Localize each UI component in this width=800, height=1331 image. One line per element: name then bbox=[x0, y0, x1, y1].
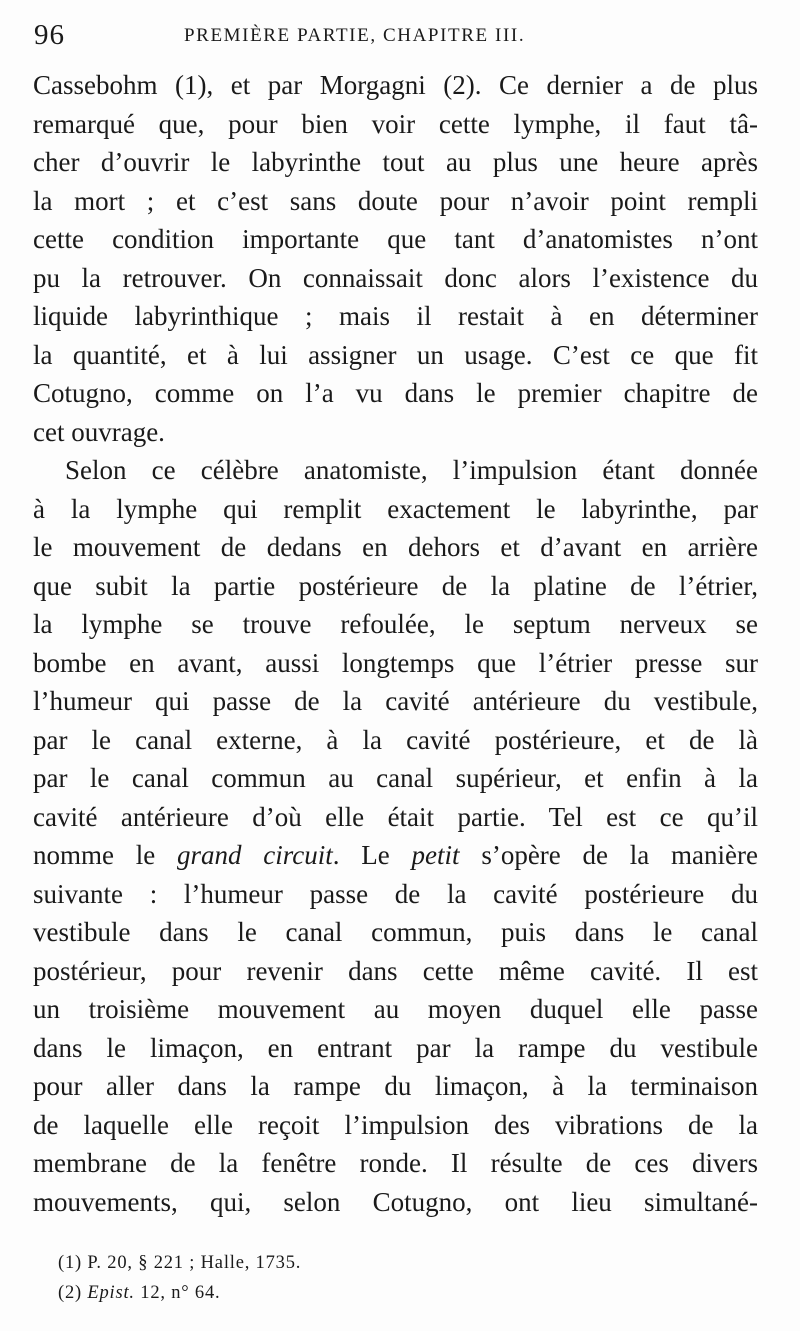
text-line: par le canal externe, à la cavité postérieure, et de là bbox=[33, 724, 758, 755]
body-text bbox=[33, 66, 758, 1221]
text-line: la lymphe se trouve refoulée, le septum nerveux se bbox=[33, 609, 758, 639]
text-line: la quantité, et à lui assigner un usage. C’est ce que fit bbox=[33, 339, 758, 370]
text-line: mouvements, qui, selon Cotugno, ont lieu simultané- bbox=[33, 1186, 758, 1217]
text-line: remarqué que, pour bien voir cette lymphe, il faut tâ- bbox=[33, 108, 758, 139]
italic-term: grand circuit bbox=[177, 840, 333, 870]
text-line: cher d’ouvrir le labyrinthe tout au plus une heure après bbox=[33, 147, 758, 177]
footnote-italic: Epist. bbox=[87, 1283, 135, 1303]
text-line: postérieur, pour revenir dans cette même cavité. Il est bbox=[33, 955, 758, 986]
footnotes bbox=[58, 1248, 658, 1308]
text-line: vestibule dans le canal commun, puis dans le canal bbox=[33, 917, 758, 947]
text-line: Cassebohm (1), et par Morgagni (2). Ce dernier a de plus bbox=[33, 70, 758, 100]
footnote-2 bbox=[58, 1278, 658, 1308]
text-line: cet ouvrage. bbox=[33, 416, 165, 447]
text-line: membrane de la fenêtre ronde. Il résulte de ces divers bbox=[33, 1148, 758, 1178]
text-line-with-italics bbox=[33, 836, 758, 875]
text-line: Selon ce célèbre anatomiste, l’impulsion étant donnée bbox=[65, 455, 758, 485]
text-line: dans le limaçon, en entrant par la rampe du vestibule bbox=[33, 1032, 758, 1063]
footnote-marker: (2) bbox=[58, 1283, 88, 1303]
running-head bbox=[34, 18, 766, 52]
text-line: liquide labyrinthique ; mais il restait à en déterminer bbox=[33, 301, 758, 331]
text-segment: . Le bbox=[332, 840, 412, 870]
footnote-1: (1) P. 20, § 221 ; Halle, 1735. bbox=[58, 1253, 302, 1273]
page-number: 96 bbox=[34, 19, 65, 51]
text-line: cette condition importante que tant d’anatomistes n’ont bbox=[33, 224, 758, 254]
footnote-text: 12, n° 64. bbox=[134, 1283, 221, 1303]
text-line: la mort ; et c’est sans doute pour n’avoir point rempli bbox=[33, 185, 758, 216]
text-segment: nomme le bbox=[33, 840, 178, 870]
text-line: le mouvement de dedans en dehors et d’avant en arrière bbox=[33, 532, 758, 562]
text-line: que subit la partie postérieure de la platine de l’étrier, bbox=[33, 570, 758, 601]
text-line: bombe en avant, aussi longtemps que l’étrier presse sur bbox=[33, 647, 758, 678]
text-line: Cotugno, comme on l’a vu dans le premier chapitre de bbox=[33, 378, 758, 408]
text-line: à la lymphe qui remplit exactement le labyrinthe, par bbox=[33, 493, 758, 524]
running-title: PREMIÈRE PARTIE, CHAPITRE III. bbox=[184, 25, 526, 46]
italic-term: petit bbox=[411, 840, 460, 870]
text-line: de laquelle elle reçoit l’impulsion des vibrations de la bbox=[33, 1109, 758, 1140]
text-line: pour aller dans la rampe du limaçon, à la terminaison bbox=[33, 1071, 758, 1101]
text-line: un troisième mouvement au moyen duquel elle passe bbox=[33, 994, 758, 1024]
text-line: l’humeur qui passe de la cavité antérieure du vestibule, bbox=[33, 686, 758, 716]
text-segment: s’opère de la manière bbox=[459, 840, 758, 870]
text-line: pu la retrouver. On connaissait donc alors l’existence du bbox=[33, 262, 758, 293]
text-line: cavité antérieure d’où elle était partie. Tel est ce qu’il bbox=[33, 801, 758, 832]
text-line: par le canal commun au canal supérieur, et enfin à la bbox=[33, 763, 758, 793]
text-line: suivante : l’humeur passe de la cavité postérieure du bbox=[33, 878, 758, 909]
